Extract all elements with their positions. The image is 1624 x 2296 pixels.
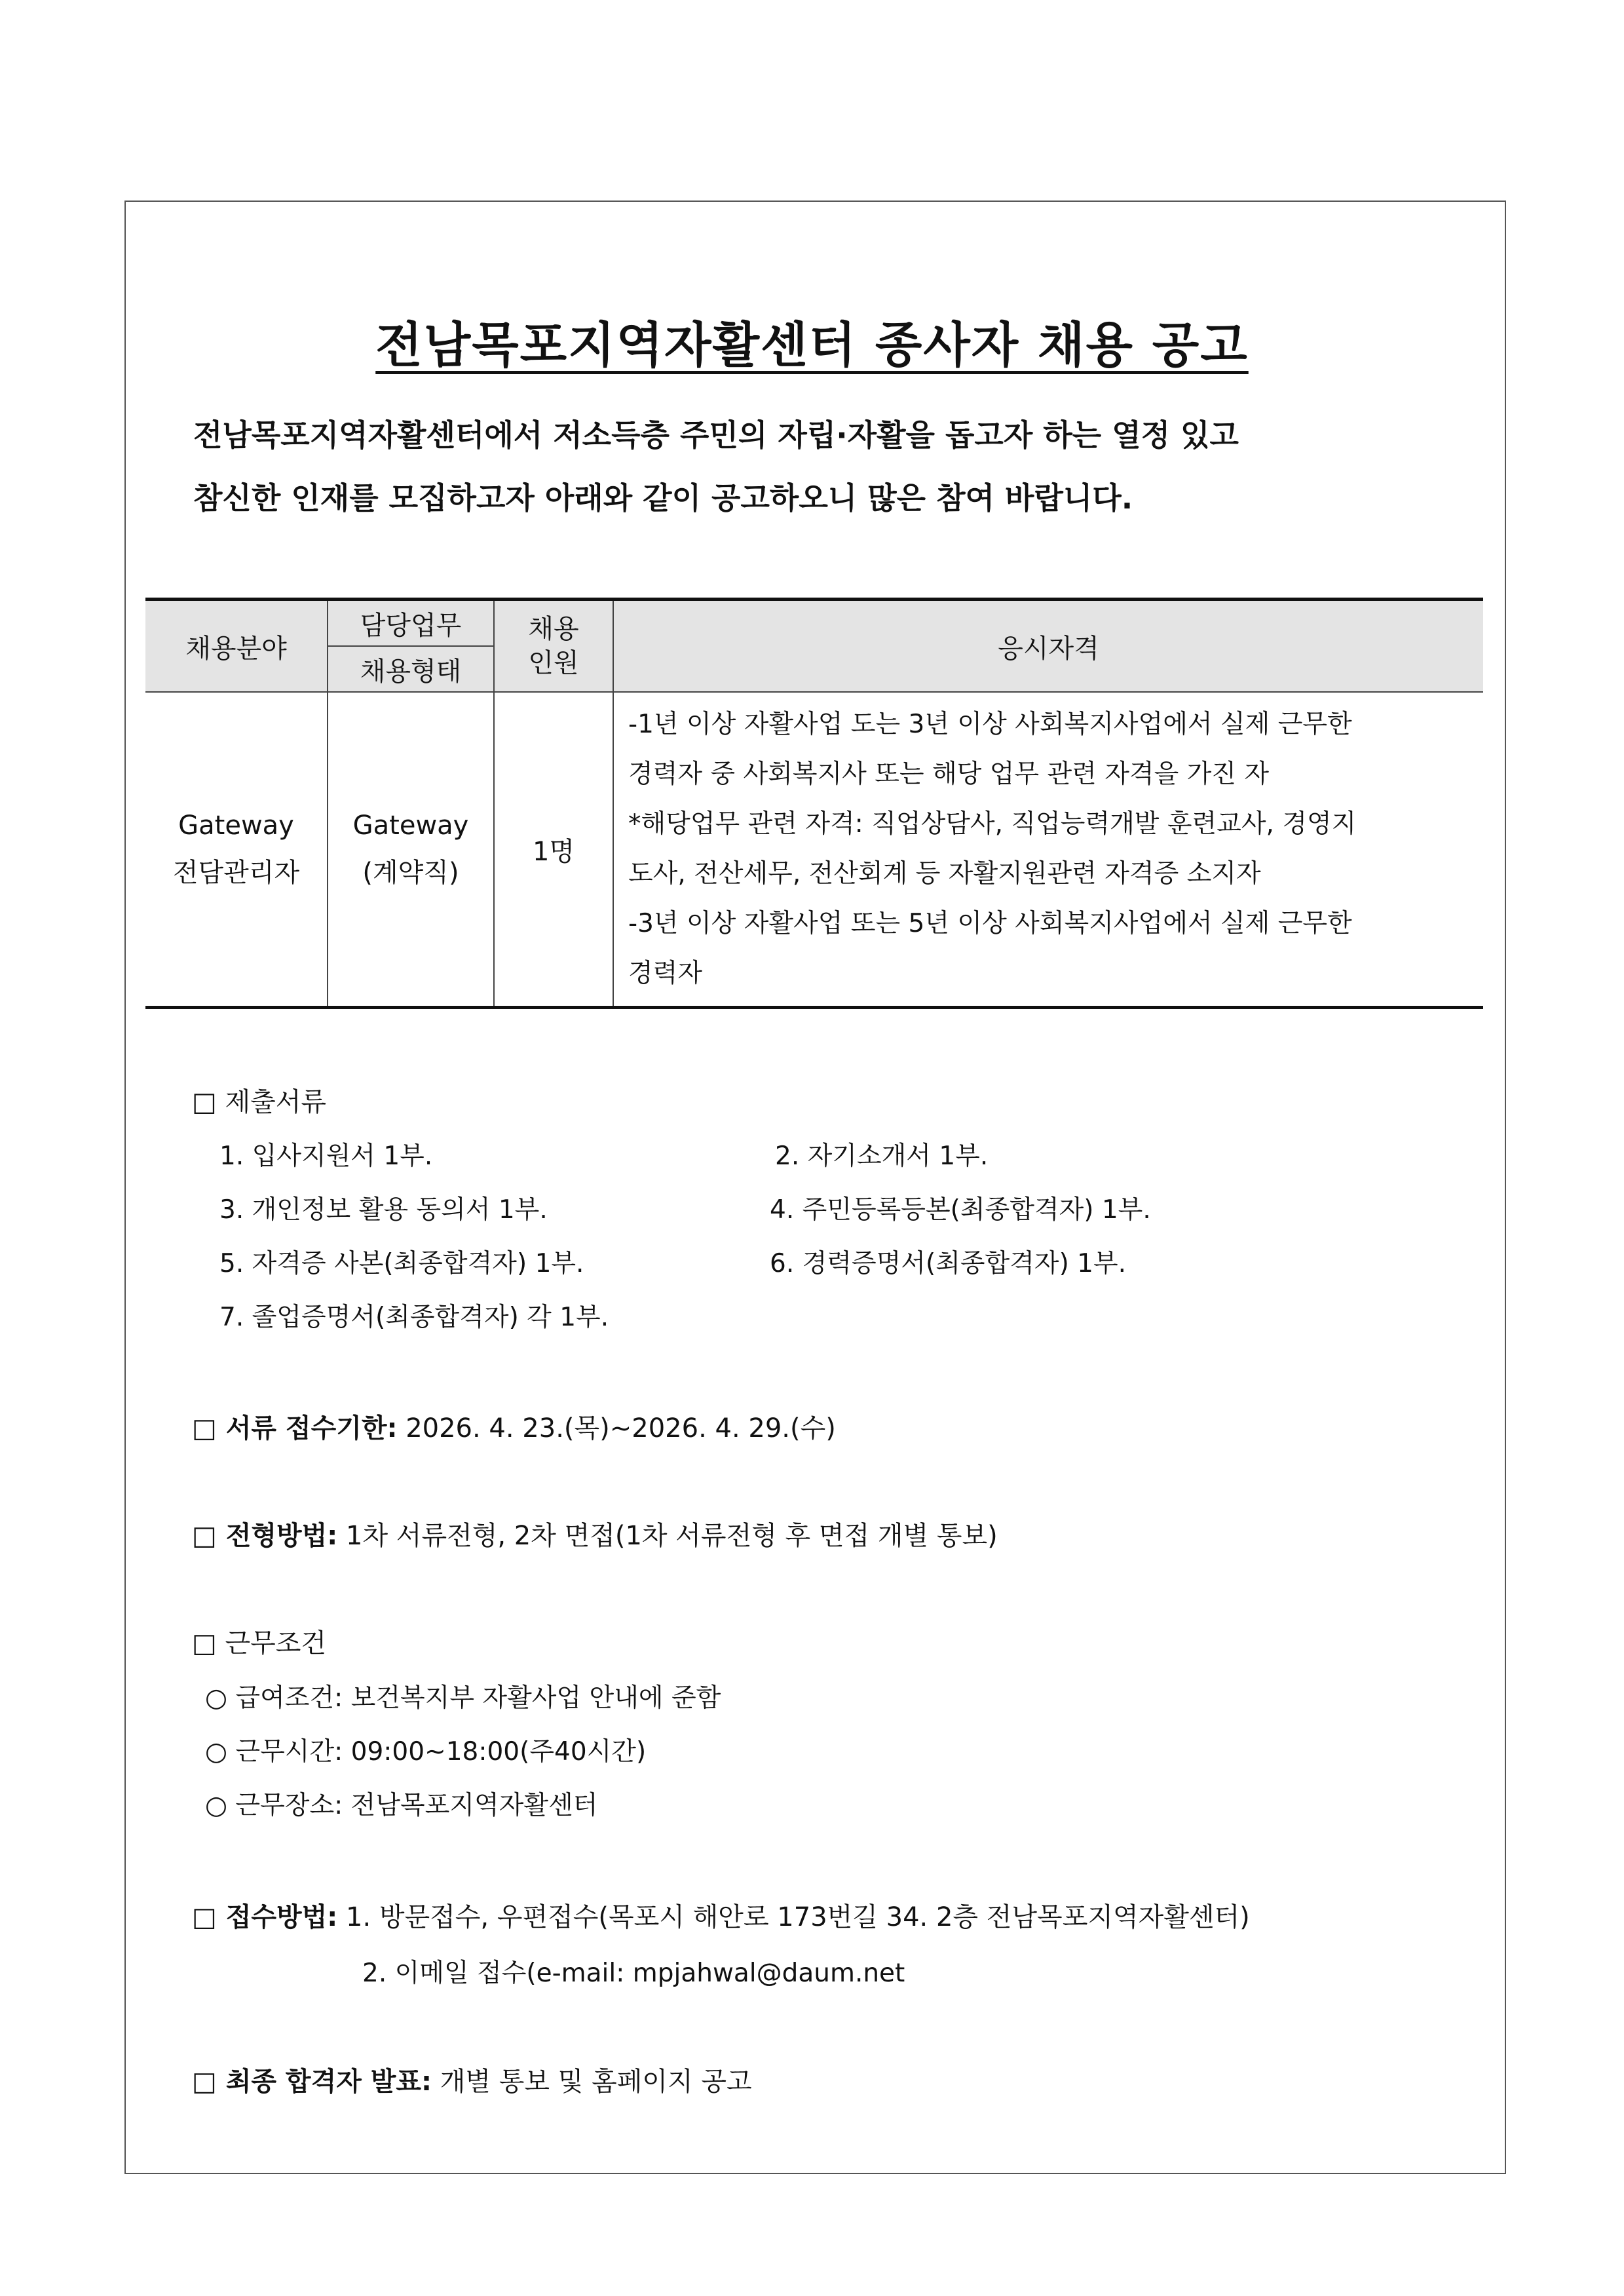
intro-line-1: 전남목포지역자활센터에서 저소득층 주민의 자립·자활을 돕고자 하는 열정 있고: [193, 417, 1239, 453]
application-section: □ 접수방법: 1. 방문접수, 우편접수(목포시 해안로 173번길 34. 2층 전남목포지역자활센터): [192, 1902, 1250, 1932]
document-item: 3. 개인정보 활용 동의서 1부.: [219, 1195, 548, 1225]
header-qualification: 응시자격: [613, 600, 1483, 693]
header-duty: 담당업무: [328, 600, 494, 647]
recruitment-table: [145, 598, 1483, 1009]
document-item: 6. 경력증명서(최종합격자) 1부.: [770, 1249, 1127, 1278]
document-item: 1. 입사지원서 1부.: [219, 1141, 433, 1171]
condition-item: ○ 근무장소: 전남목포지역자활센터: [205, 1791, 598, 1820]
qualification-line: 도사, 전산세무, 전산회계 등 자활지원관련 자격증 소지자: [628, 859, 1261, 889]
conditions-heading: □ 근무조건: [192, 1628, 327, 1658]
documents-heading: □ 제출서류: [192, 1087, 327, 1117]
header-field: 채용분야: [145, 600, 328, 693]
condition-item: ○ 근무시간: 09:00~18:00(주40시간): [205, 1737, 647, 1767]
page-title: 전남목포지역자활센터 종사자 채용 공고: [375, 317, 1249, 373]
document-item: 5. 자격증 사본(최종합격자) 1부.: [219, 1249, 584, 1278]
cell-qualification: [613, 692, 1483, 1008]
deadline-section: □ 서류 접수기한: 2026. 4. 23.(목)~2026. 4. 29.(수): [192, 1413, 836, 1444]
cell-count: 1명: [494, 692, 613, 1008]
document-item: 2. 자기소개서 1부.: [775, 1141, 989, 1171]
cell-field: Gateway 전담관리자: [145, 692, 328, 1008]
qualification-line: 경력자 중 사회복지사 또는 해당 업무 관련 자격을 가진 자: [628, 759, 1270, 789]
qualification-line: -3년 이상 자활사업 또는 5년 이상 사회복지사업에서 실제 근무한: [628, 909, 1352, 938]
intro-line-2: 참신한 인재를 모집하고자 아래와 같이 공고하오니 많은 참여 바랍니다.: [193, 480, 1133, 516]
announcement-section: □ 최종 합격자 발표: 개별 통보 및 홈페이지 공고: [192, 2067, 752, 2097]
cell-duty: Gateway (계약직): [328, 692, 494, 1008]
document-item: 4. 주민등록등본(최종합격자) 1부.: [770, 1195, 1151, 1225]
condition-item: ○ 급여조건: 보건복지부 자활사업 안내에 준함: [205, 1683, 721, 1713]
selection-section: □ 전형방법: 1차 서류전형, 2차 면접(1차 서류전형 후 면접 개별 통보): [192, 1521, 998, 1551]
header-count: 채용 인원: [494, 600, 613, 693]
qualification-line: -1년 이상 자활사업 도는 3년 이상 사회복지사업에서 실제 근무한: [628, 710, 1352, 739]
application-email: 2. 이메일 접수(e-mail: mpjahwal@daum.net: [362, 1959, 905, 1988]
header-type: 채용형태: [328, 646, 494, 692]
qualification-line: *해당업무 관련 자격: 직업상담사, 직업능력개발 훈련교사, 경영지: [628, 809, 1357, 839]
qualification-line: 경력자: [628, 959, 703, 988]
document-item: 7. 졸업증명서(최종합격자) 각 1부.: [219, 1303, 609, 1332]
